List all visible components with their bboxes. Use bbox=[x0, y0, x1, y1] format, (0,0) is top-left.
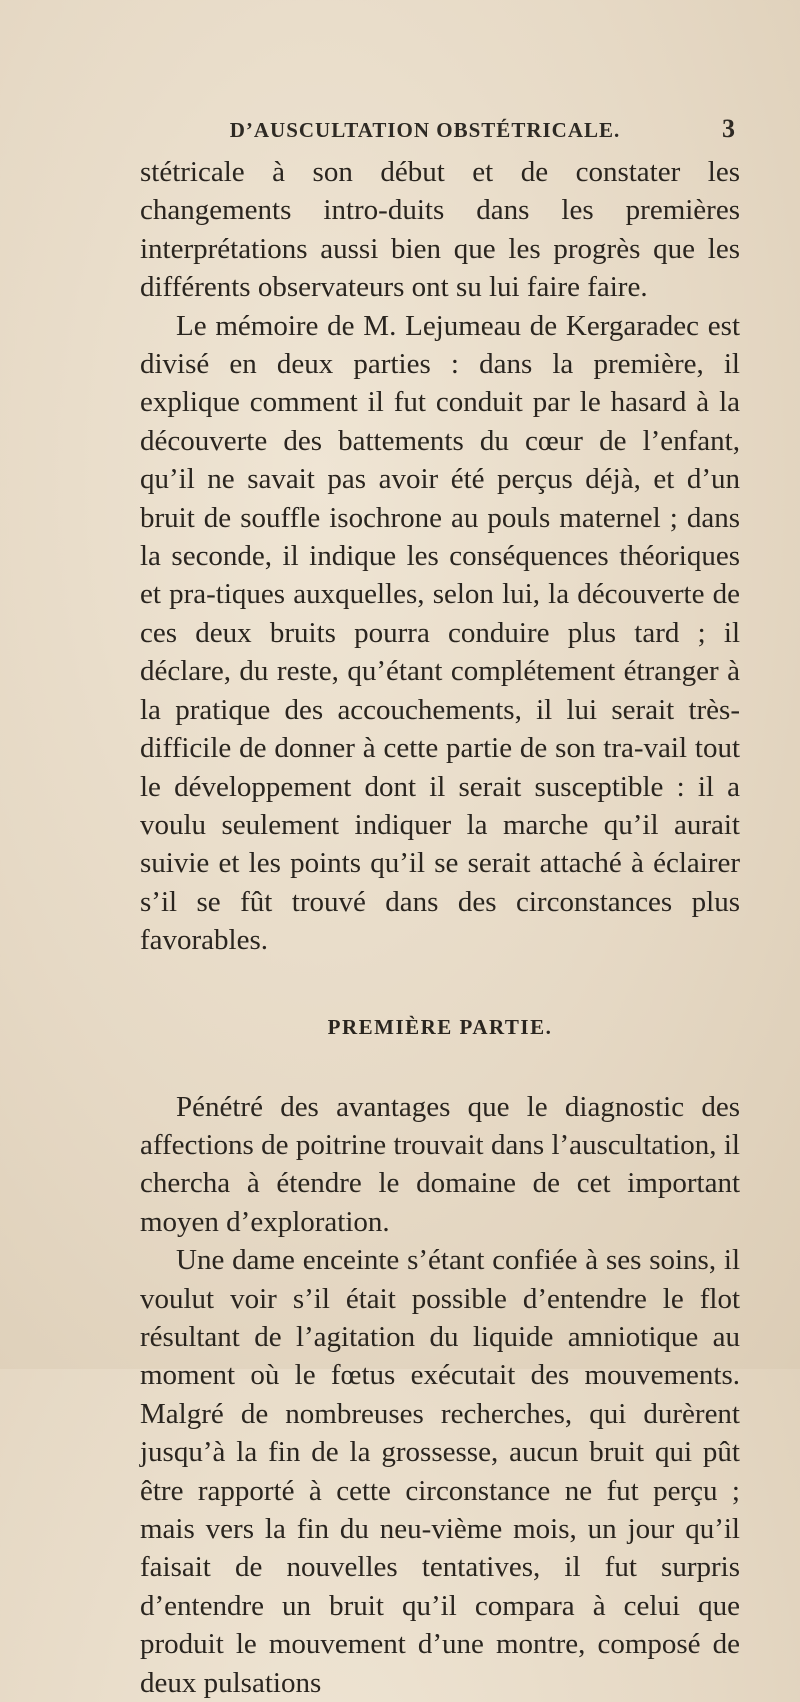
section-heading: PREMIÈRE PARTIE. bbox=[327, 1014, 553, 1039]
body-text bbox=[140, 153, 740, 1702]
running-head-title: D’AUSCULTATION OBSTÉTRICALE. bbox=[229, 118, 621, 142]
paragraph-dame-enceinte: Une dame enceinte s’étant confiée à ses soins, il voulut voir s’il était possible d’entendre le flot résultant de l’agitation du liquide amniotique au moment où le fœtus exécutait des mouvements. Malgré de nombreuses recherches, qui durèrent jusqu’à la fin de la grossesse, aucun bruit qui pût être rapporté à cette circonstance ne fut perçu ; mais vers la fin du neu-vième mois, un jour qu’il faisait de nouvelles tentatives, il fut surpris d’entendre un bruit qu’il compara à celui que produit le mouvement d’une montre, composé de deux pulsations bbox=[140, 1244, 740, 1699]
page-number: 3 bbox=[722, 114, 735, 143]
paragraph-penetre: Pénétré des avantages que le diagnostic des affections de poitrine trouvait dans l’auscultation, il chercha à étendre le domaine de cet important moyen d’exploration. bbox=[140, 1090, 740, 1238]
paragraph-memoire: Le mémoire de M. Lejumeau de Kergaradec est divisé en deux parties : dans la première, il explique comment il fut conduit par le hasard à la découverte des battements du cœur de l’enfant, qu’il ne savait pas avoir été perçus déjà, et d’un bruit de souffle isochrone au pouls maternel ; dans la seconde, il indique les conséquences théoriques et pra-tiques auxquelles, selon lui, la découverte de ces deux bruits pourra conduire plus tard ; il déclare, du reste, qu’étant complétement étranger à la pratique des accouchements, il lui serait très-difficile de donner à cette partie de son tra-vail tout le développement dont il serait susceptible : il a voulu seulement indiquer la marche qu’il aurait suivie et les points qu’il se serait attaché à éclairer s’il se fût trouvé dans des circonstances plus favorables. bbox=[140, 309, 740, 957]
paragraph-continuation: stétricale à son début et de constater les changements intro-duits dans les premières interprétations aussi bien que les progrès que les différents observateurs ont su lui faire faire. bbox=[140, 156, 740, 304]
